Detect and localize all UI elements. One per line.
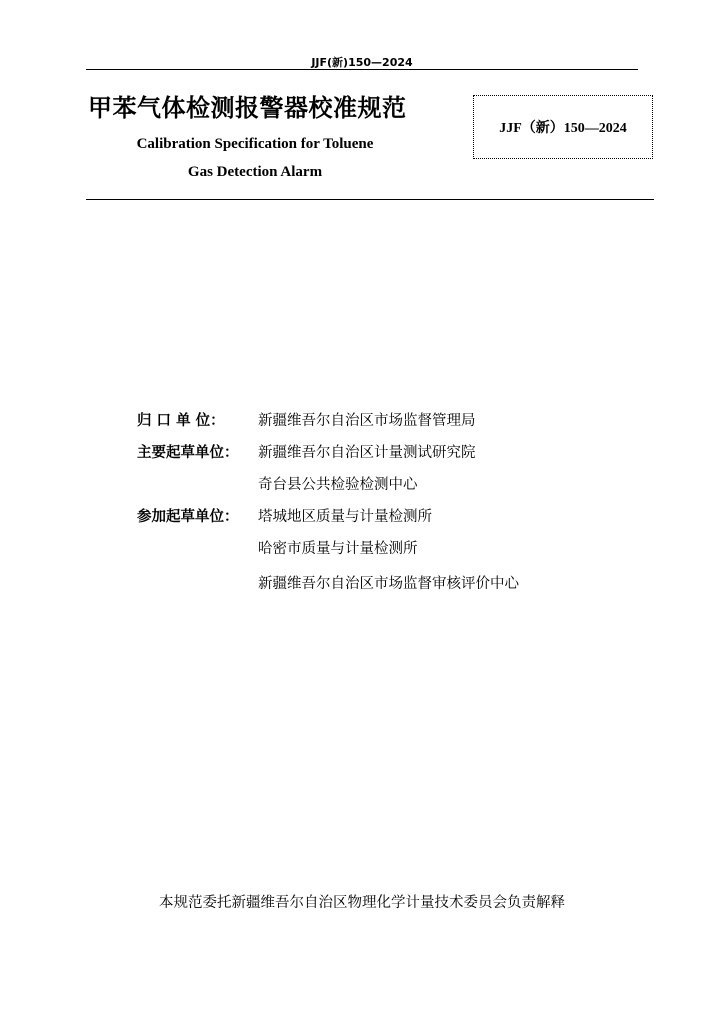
responsible-unit-label: 归 口 单 位： (137, 412, 225, 429)
document-title-cn: 甲苯气体检测报警器校准规范 (88, 94, 407, 122)
participating-unit-row (137, 531, 519, 563)
participating-unit-row (137, 563, 519, 601)
title-divider (86, 199, 654, 200)
interpretation-note: 本规范委托新疆维吾尔自治区物理化学计量技术委员会负责解释 (159, 895, 565, 911)
title-en-line-2: Gas Detection Alarm (187, 164, 323, 180)
participating-unit: 哈密市质量与计量检测所 (258, 540, 418, 557)
header-divider (86, 69, 638, 70)
main-drafting-unit-label: 主要起草单位： (137, 444, 239, 461)
title-en-line-1: Calibration Specification for Toluene (136, 136, 374, 152)
main-drafting-unit: 新疆维吾尔自治区计量测试研究院 (258, 444, 476, 461)
document-code-box (473, 95, 653, 159)
participating-unit: 塔城地区质量与计量检测所 (258, 508, 432, 525)
running-header: JJF(新)150—2024 (311, 56, 413, 69)
responsible-unit: 新疆维吾尔自治区市场监督管理局 (258, 412, 476, 429)
main-drafting-unit: 奇台县公共检验检测中心 (258, 476, 418, 493)
main-drafting-unit-row (137, 435, 519, 467)
document-code: JJF（新）150—2024 (499, 121, 627, 136)
participating-unit: 新疆维吾尔自治区市场监督审核评价中心 (258, 575, 519, 592)
responsible-unit-row (137, 403, 519, 435)
participating-unit-row (137, 499, 519, 531)
participating-unit-label: 参加起草单位： (137, 508, 239, 525)
main-drafting-unit-row (137, 467, 519, 499)
drafting-units (137, 403, 519, 601)
document-title-en (100, 130, 410, 186)
